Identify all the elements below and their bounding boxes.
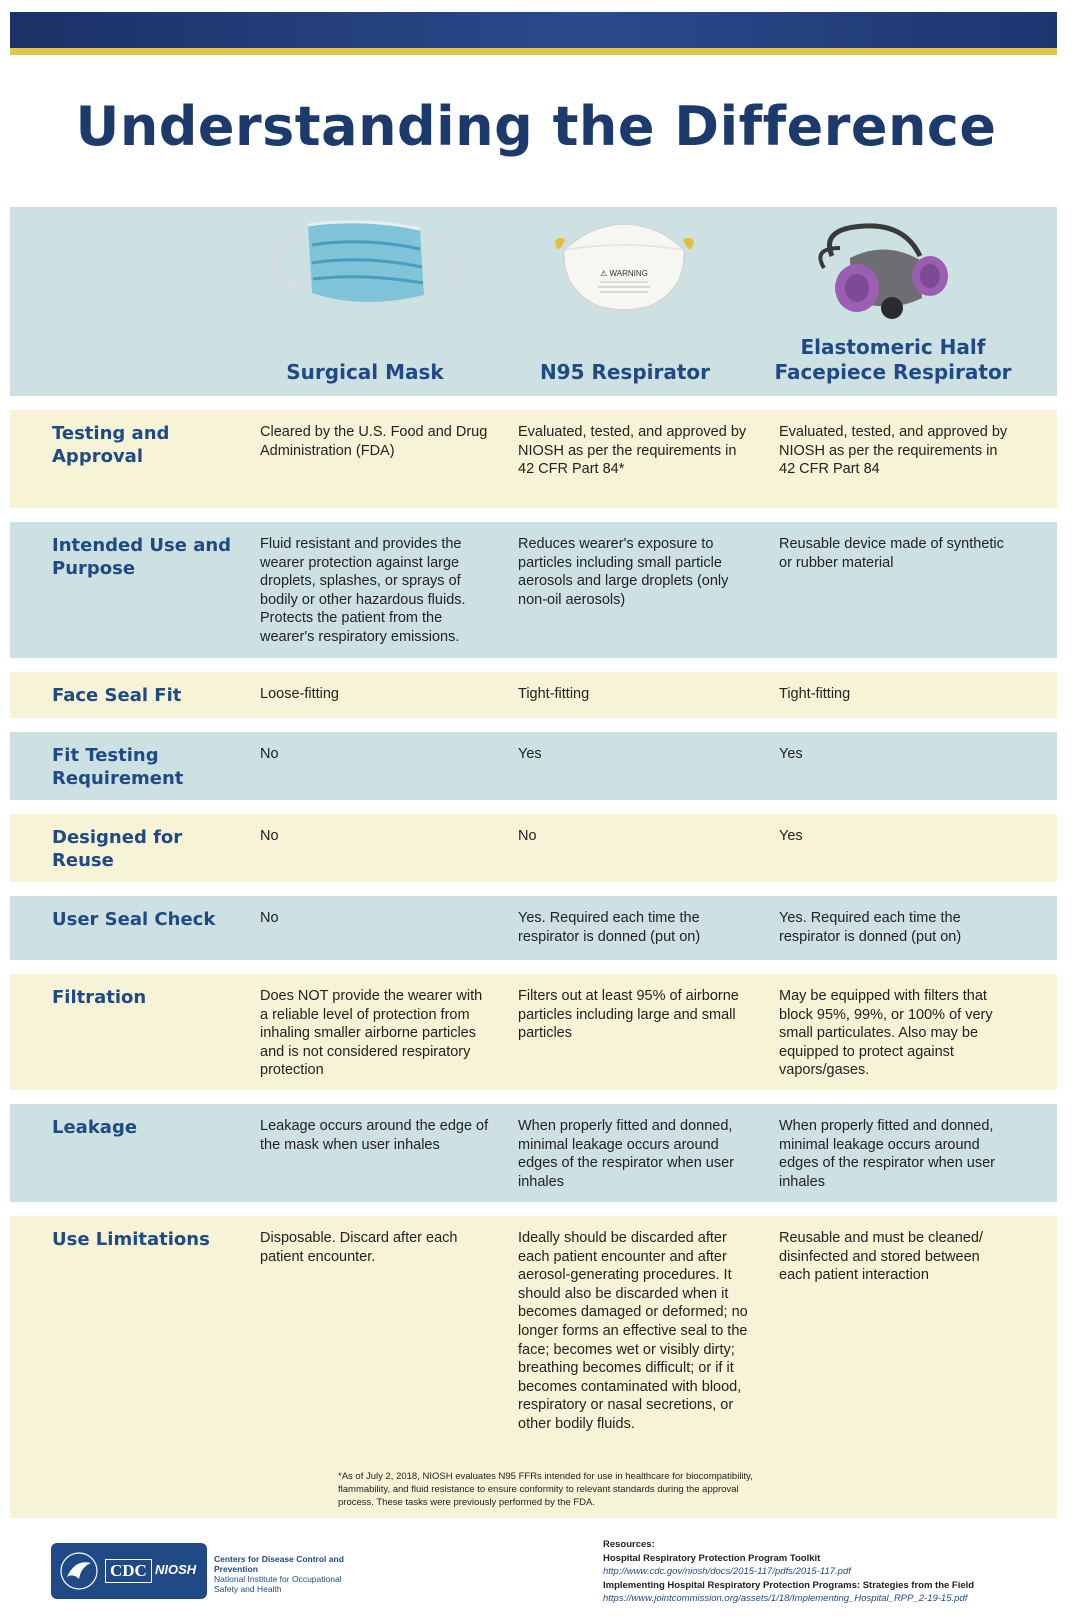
cdc-niosh-logo	[51, 1543, 207, 1599]
resources-block	[603, 1538, 1053, 1606]
resources-heading: Resources:	[603, 1539, 655, 1550]
cell-elastomeric: When properly fitted and donned, minimal leakage occurs around edges of the respirator when user inhales	[779, 1118, 996, 1190]
cell-n95: Tight-fitting	[518, 686, 590, 702]
cell-surgical: No	[260, 910, 279, 926]
footnote: *As of July 2, 2018, NIOSH evaluates N95 FFRs intended for use in healthcare for biocompatibility, flammability, and fluid resistance to ensure conformity to relevant standards during the approval process. These tasks were previously performed by the FDA.	[338, 1471, 753, 1508]
cell-n95: No	[518, 828, 537, 844]
cell-n95: Evaluated, tested, and approved by NIOSH as per the requirements in 42 CFR Part 84*	[518, 424, 747, 478]
row-label: User Seal Check	[52, 909, 216, 930]
elastomeric-respirator-image	[810, 218, 960, 323]
agency-line-niosh: National Institute for Occupational Safety and Health	[214, 1574, 342, 1594]
n95-warning-label: ⚠ WARNING	[600, 269, 648, 278]
cell-surgical: Leakage occurs around the edge of the mask when user inhales	[260, 1118, 489, 1153]
row-label: Filtration	[52, 987, 147, 1008]
cell-elastomeric: Reusable device made of synthetic or rubber material	[779, 536, 1004, 571]
table-row	[10, 522, 1057, 658]
cell-surgical: Loose-fitting	[260, 686, 339, 702]
cell-n95: Yes. Required each time the respirator is donned (put on)	[518, 910, 701, 945]
cell-surgical: Does NOT provide the wearer with a reliable level of protection from inhaling smaller airborne particles and is not considered respiratory protection	[260, 988, 483, 1079]
page-title: Understanding the Difference	[75, 95, 997, 158]
row-label: Testing and Approval	[52, 423, 170, 467]
top-accent-stripe	[10, 48, 1057, 55]
table-row	[10, 1104, 1057, 1202]
resource-title: Implementing Hospital Respiratory Protection Programs: Strategies from the Field	[603, 1579, 975, 1591]
hhs-eagle-icon	[59, 1551, 99, 1591]
cell-elastomeric: Yes	[779, 746, 803, 762]
row-label: Leakage	[52, 1117, 138, 1138]
cell-surgical: No	[260, 746, 279, 762]
table-row	[10, 672, 1057, 718]
cell-surgical: No	[260, 828, 279, 844]
cell-surgical: Fluid resistant and provides the wearer protection against large droplets, splashes, or sprays of bodily or other hazardous fluids. Protects the patient from the wearer's respiratory emissions.	[260, 536, 466, 645]
resource-title: Hospital Respiratory Protection Program Toolkit	[603, 1552, 821, 1564]
cell-elastomeric: Reusable and must be cleaned/ disinfected and stored between each patient interaction	[779, 1230, 983, 1284]
table-row	[10, 974, 1057, 1090]
row-label: Use Limitations	[52, 1229, 210, 1250]
column-header-n95: N95 Respirator	[539, 360, 711, 384]
row-label: Intended Use and Purpose	[52, 535, 232, 579]
table-row	[10, 732, 1057, 800]
column-header-elastomeric-line2: Facepiece Respirator	[774, 360, 1012, 384]
cell-n95: When properly fitted and donned, minimal leakage occurs around edges of the respirator when user inhales	[518, 1118, 735, 1190]
column-header-surgical-mask: Surgical Mask	[286, 360, 444, 384]
column-header-elastomeric-line1: Elastomeric Half	[800, 335, 986, 359]
cell-n95: Yes	[518, 746, 542, 762]
cell-n95: Reduces wearer's exposure to particles including small particle aerosols and large droplets (only non-oil aerosols)	[518, 536, 729, 608]
cell-elastomeric: Tight-fitting	[779, 686, 851, 702]
cdc-logo-text: CDC	[105, 1559, 152, 1583]
cell-elastomeric: May be equipped with filters that block 95%, 99%, or 100% of very small particulates. Also may be equipped to protect against vapors/gases.	[779, 988, 993, 1079]
cell-elastomeric: Yes	[779, 828, 803, 844]
table-row	[10, 814, 1057, 882]
niosh-logo-text: NIOSH	[155, 1562, 197, 1577]
row-label: Fit Testing Requirement	[52, 745, 184, 789]
agency-name	[214, 1554, 354, 1594]
top-banner	[10, 12, 1057, 48]
cell-surgical: Disposable. Discard after each patient encounter.	[260, 1230, 458, 1265]
agency-line-cdc: Centers for Disease Control and Prevention	[214, 1554, 344, 1574]
cell-n95: Ideally should be discarded after each patient encounter and after aerosol-generating procedures. It should also be discarded when it becomes damaged or deformed; no longer forms an effective seal to the face; becomes wet or visibly dirty; breathing becomes difficult; or if it becomes contaminated with blood, respiratory or nasal secretions, or other bodily fluids.	[518, 1230, 748, 1432]
row-label: Face Seal Fit	[52, 685, 182, 706]
resource-link[interactable]: http://www.cdc.gov/niosh/docs/2015-117/pdfs/2015-117.pdf	[603, 1566, 851, 1577]
row-label: Designed for Reuse	[52, 827, 183, 871]
table-row	[10, 896, 1057, 960]
cell-n95: Filters out at least 95% of airborne particles including large and small particles	[518, 988, 739, 1042]
n95-respirator-image	[550, 220, 698, 315]
table-row	[10, 410, 1057, 508]
surgical-mask-image	[268, 215, 458, 310]
cell-elastomeric: Evaluated, tested, and approved by NIOSH as per the requirements in 42 CFR Part 84	[779, 424, 1008, 478]
column-header-elastomeric	[762, 335, 1024, 385]
cell-elastomeric: Yes. Required each time the respirator is donned (put on)	[779, 910, 962, 945]
cell-surgical: Cleared by the U.S. Food and Drug Administration (FDA)	[260, 424, 488, 459]
resource-link[interactable]: https://www.jointcommission.org/assets/1/18/Implementing_Hospital_RPP_2-19-15.pdf	[603, 1593, 968, 1604]
